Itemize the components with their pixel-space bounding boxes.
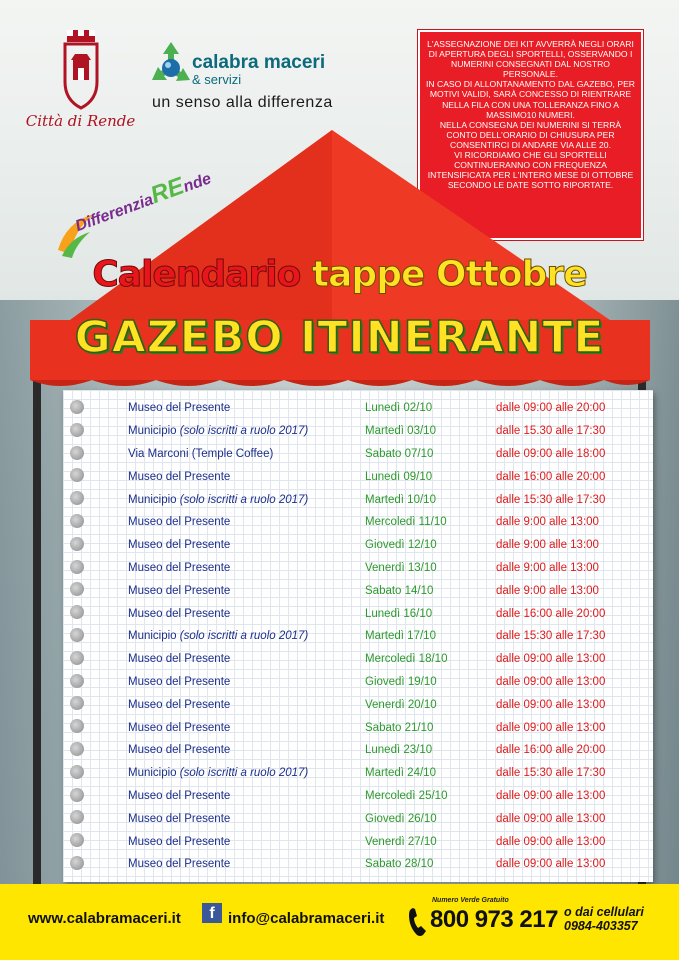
notice-paragraph: NELLA CONSEGNA DEI NUMERINI SI TERRÀ CONTO DELL'ORARIO DI CHIUSURA PER CONSENTIRCI DI ANDARE VIA ALLE 20. bbox=[439, 119, 622, 150]
differenzia-rende-wordmark: DifferenziaREnde bbox=[73, 170, 214, 236]
calendar-title-subtitle: tappe Ottobre bbox=[311, 254, 587, 295]
stop-day: Mercoledì 11/10 bbox=[365, 516, 447, 529]
stop-hours: dalle 16:00 alle 20:00 bbox=[496, 607, 606, 620]
stop-day: Lunedì 16/10 bbox=[365, 607, 433, 620]
notice-paragraph: VI RICORDIAMO CHE GLI SPORTELLI CONTINUERANNO CON FREQUENZA INTENSIFICATA PER L'INTERO MESE DI OTTOBRE SECONDO LE DATE SOTTO RIPORTATE. bbox=[427, 150, 634, 191]
notice-paragraph: L'ASSEGNAZIONE DEI KIT AVVERRÀ NEGLI ORARI DI APERTURA DEGLI SPORTELLI, OSSERVANDO I NUMERINI CONSEGNATI DAL NOSTRO PERSONALE. bbox=[427, 39, 634, 80]
toll-free-label: Numero Verde Gratuito bbox=[432, 897, 509, 904]
table-row bbox=[63, 443, 653, 466]
stop-location: Municipio (solo iscritti a ruolo 2017) bbox=[128, 493, 309, 506]
schedule-table bbox=[63, 397, 653, 876]
stop-location: Municipio (solo iscritti a ruolo 2017) bbox=[128, 425, 309, 438]
stop-location: Museo del Presente bbox=[128, 516, 231, 529]
notice-paragraph: IN CASO DI ALLONTANAMENTO DAL GAZEBO, PER MOTIVI VALIDI, SARÀ CONCESSO DI RIENTRARE NELLA FILA CON UNA TOLLERANZA FINO A MASSIMO10 NUMERI. bbox=[426, 79, 636, 120]
table-row bbox=[63, 739, 653, 762]
table-row bbox=[63, 785, 653, 808]
stop-day: Sabato 07/10 bbox=[365, 447, 434, 460]
stop-day: Mercoledì 18/10 bbox=[365, 653, 448, 666]
stop-hours: dalle 09:00 alle 13:00 bbox=[496, 835, 606, 848]
stop-hours: dalle 9:00 alle 13:00 bbox=[496, 539, 599, 552]
table-row bbox=[63, 830, 653, 853]
stop-hours: dalle 15:30 alle 17:30 bbox=[496, 630, 606, 643]
stop-location: Museo del Presente bbox=[128, 653, 231, 666]
table-row bbox=[63, 534, 653, 557]
mobile-number[interactable]: 0984-403357 bbox=[564, 919, 638, 933]
company-slogan: un senso alla differenza bbox=[152, 94, 333, 111]
stop-location: Museo del Presente bbox=[128, 539, 231, 552]
stop-hours: dalle 9:00 alle 13:00 bbox=[496, 561, 599, 574]
stop-day: Lunedì 02/10 bbox=[365, 402, 433, 415]
stop-location: Museo del Presente bbox=[128, 584, 231, 597]
email-link[interactable]: info@calabramaceri.it bbox=[228, 910, 385, 927]
stop-day: Sabato 28/10 bbox=[365, 858, 434, 871]
calendar-title bbox=[0, 254, 679, 295]
calendar-title-word: Calendario bbox=[92, 254, 301, 295]
stop-day: Venerdì 13/10 bbox=[365, 561, 437, 574]
table-row bbox=[63, 465, 653, 488]
table-row bbox=[63, 693, 653, 716]
footer bbox=[0, 884, 679, 960]
gazebo-title: GAZEBO ITINERANTE bbox=[74, 312, 605, 363]
stop-hours: dalle 09:00 alle 13:00 bbox=[496, 675, 606, 688]
stop-day: Martedì 10/10 bbox=[365, 493, 436, 506]
table-row bbox=[63, 579, 653, 602]
stop-day: Martedì 03/10 bbox=[365, 425, 436, 438]
company-subtitle: & servizi bbox=[192, 72, 242, 87]
stop-hours: dalle 09:00 alle 20:00 bbox=[496, 402, 606, 415]
stop-hours: dalle 16:00 alle 20:00 bbox=[496, 470, 606, 483]
municipality-name: Città di Rende bbox=[25, 112, 136, 130]
stop-location: Museo del Presente bbox=[128, 561, 231, 574]
stop-hours: dalle 15:30 alle 17:30 bbox=[496, 493, 606, 506]
table-row bbox=[63, 762, 653, 785]
stop-day: Mercoledì 25/10 bbox=[365, 789, 448, 802]
stop-location: Museo del Presente bbox=[128, 698, 231, 711]
rende-crest-icon bbox=[59, 30, 103, 110]
stop-day: Venerdì 27/10 bbox=[365, 835, 437, 848]
stop-location: Museo del Presente bbox=[128, 402, 231, 415]
stop-location: Museo del Presente bbox=[128, 675, 231, 688]
stop-hours: dalle 09:00 alle 13:00 bbox=[496, 653, 606, 666]
stop-day: Venerdì 20/10 bbox=[365, 698, 437, 711]
stop-hours: dalle 09:00 alle 13:00 bbox=[496, 721, 606, 734]
stop-hours: dalle 09:00 alle 13:00 bbox=[496, 812, 606, 825]
table-row bbox=[63, 625, 653, 648]
stop-hours: dalle 09:00 alle 18:00 bbox=[496, 447, 606, 460]
stop-day: Giovedì 19/10 bbox=[365, 675, 437, 688]
stop-hours: dalle 09:00 alle 13:00 bbox=[496, 858, 606, 871]
phone-icon bbox=[408, 907, 428, 937]
table-row bbox=[63, 488, 653, 511]
table-row bbox=[63, 602, 653, 625]
stop-hours: dalle 15:30 alle 17:30 bbox=[496, 767, 606, 780]
table-row bbox=[63, 511, 653, 534]
stop-location: Museo del Presente bbox=[128, 789, 231, 802]
stop-day: Sabato 21/10 bbox=[365, 721, 434, 734]
table-row bbox=[63, 648, 653, 671]
table-row bbox=[63, 716, 653, 739]
differenzia-rende-logo bbox=[56, 140, 256, 260]
table-row bbox=[63, 397, 653, 420]
stop-hours: dalle 9:00 alle 13:00 bbox=[496, 516, 599, 529]
website-link[interactable]: www.calabramaceri.it bbox=[28, 910, 181, 927]
facebook-icon[interactable]: f bbox=[202, 903, 222, 923]
stop-day: Martedì 17/10 bbox=[365, 630, 436, 643]
stop-location: Museo del Presente bbox=[128, 858, 231, 871]
schedule-notebook bbox=[63, 390, 653, 882]
stop-hours: dalle 09:00 alle 13:00 bbox=[496, 789, 606, 802]
stop-day: Giovedì 26/10 bbox=[365, 812, 437, 825]
stop-location: Museo del Presente bbox=[128, 835, 231, 848]
table-row bbox=[63, 853, 653, 876]
stop-day: Sabato 14/10 bbox=[365, 584, 434, 597]
table-row bbox=[63, 557, 653, 580]
table-row bbox=[63, 671, 653, 694]
table-row bbox=[63, 807, 653, 830]
stop-location: Museo del Presente bbox=[128, 721, 231, 734]
stop-hours: dalle 16:00 alle 20:00 bbox=[496, 744, 606, 757]
company-name: calabra maceri bbox=[192, 52, 326, 73]
table-row bbox=[63, 420, 653, 443]
stop-location: Municipio (solo iscritti a ruolo 2017) bbox=[128, 630, 309, 643]
stop-location: Via Marconi (Temple Coffee) bbox=[128, 447, 274, 460]
stop-hours: dalle 9:00 alle 13:00 bbox=[496, 584, 599, 597]
stop-location: Museo del Presente bbox=[128, 744, 231, 757]
rende-logo bbox=[18, 30, 143, 130]
stop-day: Lunedì 09/10 bbox=[365, 470, 433, 483]
stop-day: Lunedì 23/10 bbox=[365, 744, 433, 757]
stop-location: Municipio (solo iscritti a ruolo 2017) bbox=[128, 767, 309, 780]
stop-location: Museo del Presente bbox=[128, 470, 231, 483]
stop-day: Martedì 24/10 bbox=[365, 767, 436, 780]
stop-location: Museo del Presente bbox=[128, 607, 231, 620]
toll-free-number[interactable]: 800 973 217 bbox=[430, 906, 558, 933]
mobile-label: o dai cellulari bbox=[564, 905, 644, 919]
stop-day: Giovedì 12/10 bbox=[365, 539, 437, 552]
recycle-globe-icon bbox=[150, 40, 192, 92]
stop-location: Museo del Presente bbox=[128, 812, 231, 825]
stop-hours: dalle 15.30 alle 17:30 bbox=[496, 425, 606, 438]
stop-hours: dalle 09:00 alle 13:00 bbox=[496, 698, 606, 711]
